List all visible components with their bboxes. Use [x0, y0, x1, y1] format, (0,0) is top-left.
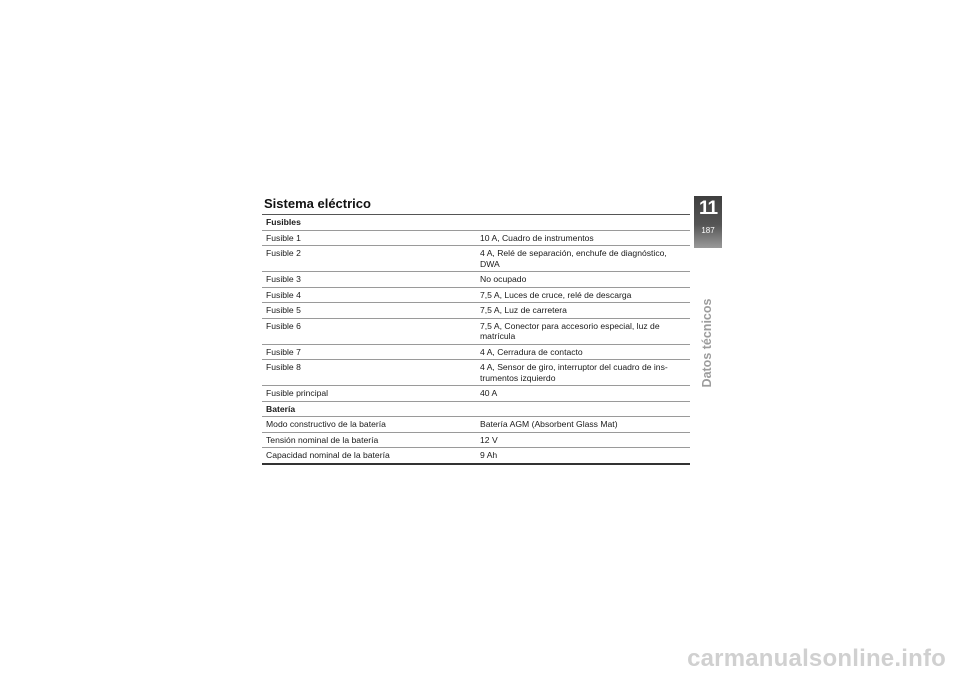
group-heading-fusibles: Fusibles [262, 215, 690, 231]
group-heading-bateria: Batería [262, 401, 690, 417]
row-value: 4 A, Relé de separación, enchufe de diagnóstico, DWA [476, 246, 690, 272]
row-value: 4 A, Cerradura de contacto [476, 344, 690, 360]
table-row [262, 272, 690, 288]
table-row [262, 344, 690, 360]
table-row [262, 360, 690, 386]
row-label: Fusible 1 [262, 230, 476, 246]
watermark: carmanualsonline.info [687, 645, 946, 672]
row-value: Batería AGM (Absorbent Glass Mat) [476, 417, 690, 433]
chapter-tab [694, 196, 722, 248]
row-label: Fusible 7 [262, 344, 476, 360]
row-label: Fusible 2 [262, 246, 476, 272]
table-row [262, 303, 690, 319]
row-label: Fusible 5 [262, 303, 476, 319]
table-row [262, 318, 690, 344]
table-group-heading [262, 215, 690, 231]
row-value: 12 V [476, 432, 690, 448]
table-row [262, 230, 690, 246]
row-value: No ocupado [476, 272, 690, 288]
table-row [262, 448, 690, 464]
row-value: 7,5 A, Luces de cruce, relé de descarga [476, 287, 690, 303]
table-row [262, 417, 690, 433]
row-value: 10 A, Cuadro de instrumentos [476, 230, 690, 246]
row-value: 9 Ah [476, 448, 690, 464]
row-label: Fusible 6 [262, 318, 476, 344]
row-label: Fusible 4 [262, 287, 476, 303]
row-label: Capacidad nominal de la batería [262, 448, 476, 464]
row-label: Fusible 8 [262, 360, 476, 386]
row-label: Fusible 3 [262, 272, 476, 288]
row-value: 7,5 A, Conector para accesorio especial, luz de matrícula [476, 318, 690, 344]
row-value: 7,5 A, Luz de carretera [476, 303, 690, 319]
table-row [262, 386, 690, 402]
row-value: 4 A, Sensor de giro, interruptor del cuadro de instrumentos izquierdo [476, 360, 690, 386]
chapter-side-title: Datos técnicos [700, 298, 714, 388]
specifications-table [262, 214, 690, 465]
chapter-number: 11 [698, 198, 718, 219]
row-label: Modo constructivo de la batería [262, 417, 476, 433]
table-row [262, 287, 690, 303]
row-label: Tensión nominal de la batería [262, 432, 476, 448]
row-value: 40 A [476, 386, 690, 402]
table-group-heading [262, 401, 690, 417]
section-title: Sistema eléctrico [264, 196, 371, 211]
page-number: 187 [701, 226, 715, 235]
table-row [262, 246, 690, 272]
table-row [262, 432, 690, 448]
row-label: Fusible principal [262, 386, 476, 402]
